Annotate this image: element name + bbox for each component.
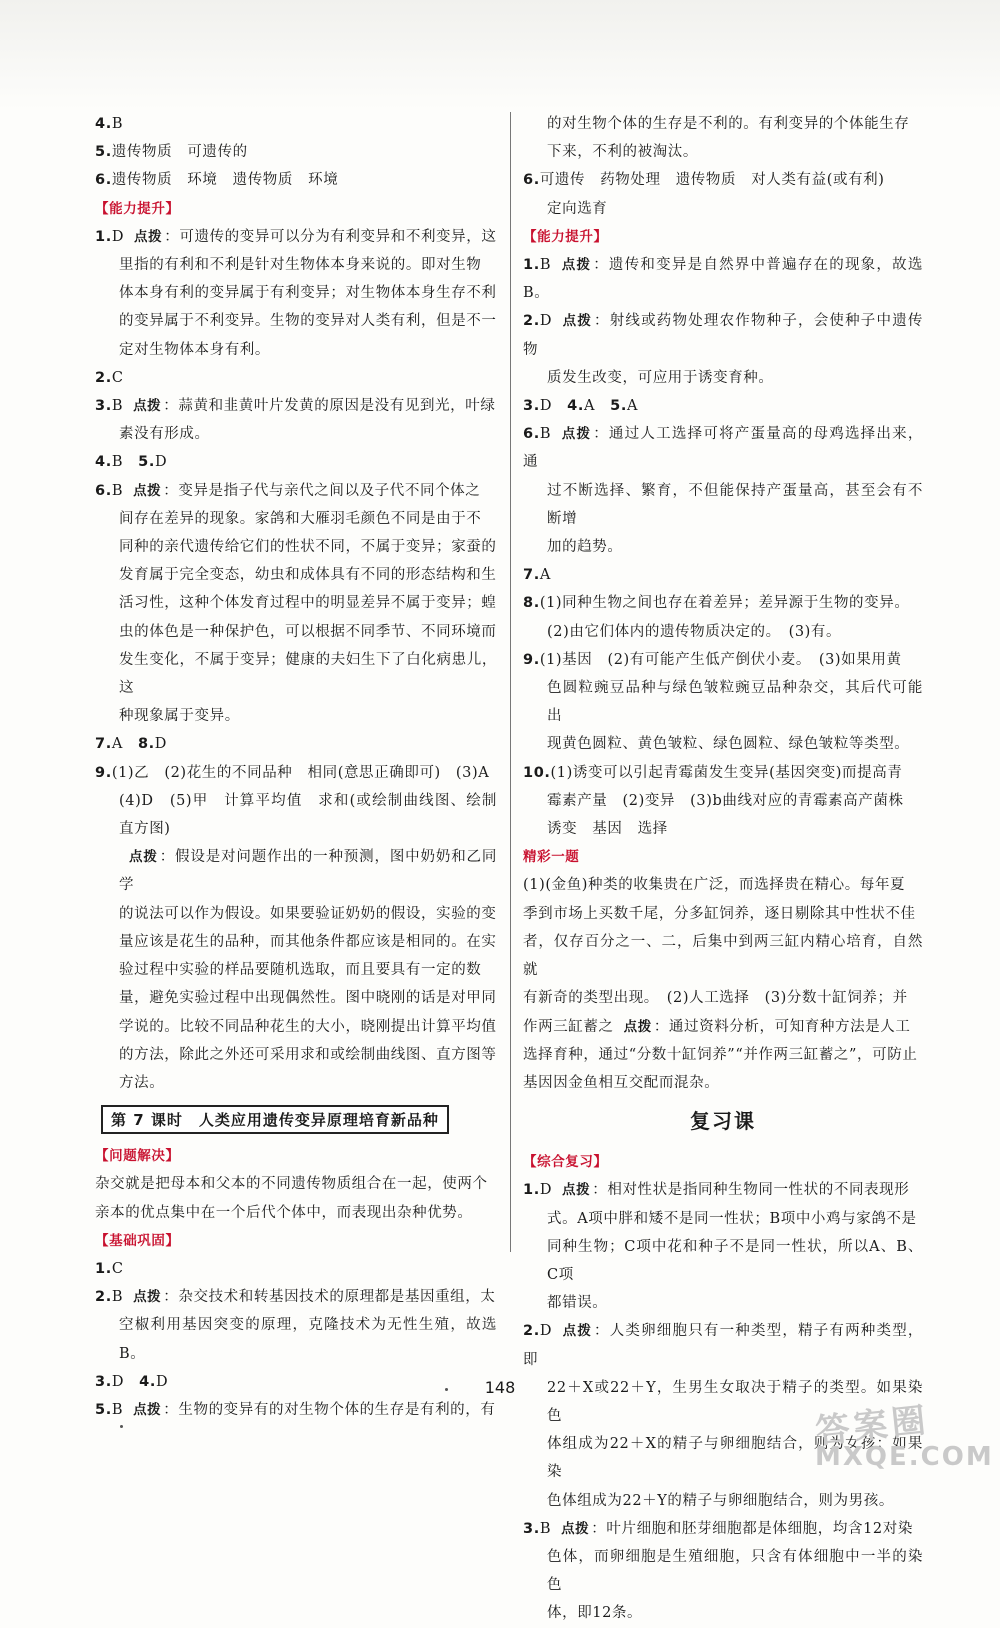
answer-text: (4)D (5)甲 计算平均值 求和(或绘制曲线图、绘制直方图) <box>119 792 497 838</box>
answer-text: 作两三缸蓄之 <box>523 1018 614 1035</box>
answer-text: D <box>111 228 125 245</box>
answer-text: C <box>111 1260 124 1277</box>
hint-text: ：杂交技术和转基因技术的原理都是基因重组，太 <box>163 1289 496 1306</box>
item-number: 3. <box>95 398 112 415</box>
section-tag-label: 【基础巩固】 <box>95 1232 180 1249</box>
answer-text: (1)基因 (2)有可能产生低产倒伏小麦。 (3)如果用黄 <box>539 651 902 668</box>
answer-text: 量应该是花生的品种，而其他条件都应该是相同的。在实 <box>119 933 497 950</box>
answer-text: 学说的。比较不同品种花生的大小，晓刚提出计算平均值 <box>119 1018 497 1035</box>
answer-line <box>523 1041 923 1069</box>
answer-text: A <box>583 398 611 415</box>
answer-line <box>95 166 497 194</box>
answer-text: 加的趋势。 <box>547 539 623 556</box>
page-top-shading <box>0 0 1000 110</box>
answer-line <box>523 138 923 166</box>
answer-text: 体，即12条。 <box>547 1605 643 1622</box>
hint-keyword: 点拨 <box>561 1520 590 1537</box>
answer-line <box>523 1176 923 1204</box>
item-number: 6. <box>95 482 112 499</box>
answer-line <box>95 900 497 928</box>
item-number: 4. <box>139 1373 156 1390</box>
answer-line <box>95 1041 497 1069</box>
answer-line <box>95 279 497 307</box>
answer-line <box>95 223 497 251</box>
item-number: 4. <box>95 454 112 471</box>
answer-line <box>523 1013 923 1041</box>
item-number: 6. <box>523 426 540 443</box>
item-number: 7. <box>95 736 112 753</box>
item-number: 5. <box>95 1401 112 1418</box>
answer-text: B <box>111 454 139 471</box>
answer-text: D <box>539 313 553 330</box>
speck-dot <box>120 1425 123 1428</box>
answer-line <box>95 759 497 787</box>
item-number: 6. <box>523 172 540 189</box>
item-number: 3. <box>523 1520 540 1537</box>
item-number: 7. <box>523 567 540 584</box>
answer-line <box>95 420 497 448</box>
hint-text: ：蒜黄和韭黄叶片发黄的原因是没有见到光，叶绿 <box>163 398 496 415</box>
answer-text: 体本身有利的变异属于有利变异；对生物体本身生存不利 <box>119 285 497 302</box>
answer-text: 间存在差异的现象。家鸽和大雁羽毛颜色不同是由于不 <box>119 510 482 527</box>
answer-text: A <box>539 567 551 584</box>
hint-keyword: 点拨 <box>623 1018 652 1035</box>
answer-line <box>523 166 923 194</box>
watermark-logo-text: 答案圈 <box>813 1400 932 1453</box>
answer-text: 可遗传 药物处理 遗传物质 对人类有益(或有利) <box>539 172 885 189</box>
answer-line <box>95 1199 497 1227</box>
item-number: 9. <box>523 651 540 668</box>
answer-line <box>95 336 497 364</box>
answer-text: B <box>111 482 124 499</box>
answer-text: 色体，而卵细胞是生殖细胞，只含有体细胞中一半的染色 <box>547 1548 923 1594</box>
item-number: 8. <box>523 595 540 612</box>
section-tag <box>95 1227 497 1255</box>
lesson-heading: 第 7 课时 人类应用遗传变异原理培育新品种 <box>101 1105 449 1134</box>
answer-line <box>95 928 497 956</box>
section-tag-label: 精彩一题 <box>523 849 580 866</box>
answer-line <box>523 871 923 899</box>
answer-text: D <box>539 1323 553 1340</box>
answer-line <box>95 787 497 843</box>
answer-line <box>523 477 923 533</box>
hint-text: ：叶片细胞和胚芽细胞都是体细胞，均含12对染 <box>591 1520 913 1537</box>
answer-text: (1)乙 (2)花生的不同品种 相同(意思正确即可) (3)A <box>111 764 490 781</box>
answer-text: (1)同种生物之间也存在着差异；差异源于生物的变异。 <box>539 595 910 612</box>
answer-text: 现黄色圆粒、黄色皱粒、绿色圆粒、绿色皱粒等类型。 <box>547 736 910 753</box>
answer-line <box>95 702 497 730</box>
answer-text: D <box>155 1373 169 1390</box>
answer-line <box>523 618 923 646</box>
item-number: 1. <box>523 257 540 274</box>
answer-text: 验过程中实验的样品要随机选取，而且要具有一定的数 <box>119 962 482 979</box>
answer-text: B <box>539 257 552 274</box>
answer-text: 亲本的优点集中在一个后代个体中，而表现出杂种优势。 <box>95 1204 473 1221</box>
hint-text: ：生物的变异有的对生物个体的生存是有利的，有 <box>163 1401 496 1418</box>
answer-line <box>523 815 923 843</box>
hint-keyword: 点拨 <box>561 426 592 443</box>
column-divider <box>510 112 511 1252</box>
hint-text: ：通过资料分析，可知育种方法是人工 <box>653 1018 911 1035</box>
answer-text: 遗传物质 可遗传的 <box>111 144 248 161</box>
answer-line <box>95 984 497 1012</box>
answer-text: 诱变 基因 选择 <box>547 821 668 838</box>
answer-text: B <box>539 1520 552 1537</box>
answer-line <box>523 392 923 420</box>
answer-line <box>95 1170 497 1198</box>
answer-line <box>95 251 497 279</box>
section-tag <box>95 1142 497 1170</box>
item-number: 2. <box>523 1323 540 1340</box>
section-tag-label: 【能力提升】 <box>95 200 180 217</box>
answer-text: 22＋X或22＋Y，生男生女取决于精子的类型。如果染色 <box>547 1379 923 1424</box>
section-tag-label: 【能力提升】 <box>523 228 608 245</box>
answer-line <box>95 646 497 702</box>
watermark-site: MXQE.COM <box>815 1442 994 1472</box>
answer-text: A <box>111 736 138 753</box>
answer-text: B <box>111 1401 124 1418</box>
answer-line <box>95 1396 497 1424</box>
section-tag <box>523 1148 923 1176</box>
item-number: 2. <box>523 313 540 330</box>
answer-text: 的变异属于不利变异。生物的变异对人类有利，但是不一 <box>119 313 497 330</box>
answer-line <box>523 1599 923 1627</box>
answer-text: 里指的有利和不利是针对生物体本身来说的。即对生物 <box>119 257 482 274</box>
answer-text: B <box>111 116 124 132</box>
answer-line <box>95 505 497 533</box>
answer-line <box>95 307 497 335</box>
answer-text: B <box>111 1289 124 1306</box>
hint-text: ：变异是指子代与亲代之间以及子代不同个体之 <box>163 482 481 499</box>
answer-text: 的说法可以作为假设。如果要验证奶奶的假设，实验的变 <box>119 905 497 922</box>
answer-text: D <box>539 1182 553 1199</box>
answer-text: (2)由它们体内的遗传物质决定的。 (3)有。 <box>547 623 842 640</box>
answer-line <box>523 1543 923 1599</box>
answer-text: D <box>111 1373 140 1390</box>
answer-line <box>95 110 497 138</box>
answer-text: 发育属于完全变态，幼虫和成体具有不同的形态结构和生 <box>119 567 497 584</box>
answer-text: D <box>154 736 168 753</box>
answer-text: C <box>111 369 124 386</box>
item-number: 4. <box>95 116 112 132</box>
answer-text: 种现象属于变异。 <box>119 708 240 725</box>
answer-line <box>523 928 923 984</box>
answer-line <box>95 618 497 646</box>
answer-line <box>95 392 497 420</box>
answer-text: B <box>111 398 124 415</box>
answer-text: 活习性，这种个体发育过程中的明显差异不属于变异；蝗 <box>119 595 497 612</box>
answer-text: 的对生物个体的生存是不利的。有利变异的个体能生存 <box>547 116 910 132</box>
section-title: 复习课 <box>690 1109 756 1134</box>
item-number: 5. <box>610 398 627 415</box>
answer-text: 定对生物体本身有利。 <box>119 341 270 358</box>
speck-dot <box>445 1388 448 1391</box>
answer-text: 虫的体色是一种保护色，可以根据不同季节、不同环境而 <box>119 623 497 640</box>
answer-line <box>95 533 497 561</box>
hint-keyword: 点拨 <box>562 1182 591 1199</box>
item-number: 5. <box>95 144 112 161</box>
answer-line <box>95 1311 497 1367</box>
answer-line <box>523 984 923 1012</box>
answer-text: (1)诱变可以引起青霉菌发生变异(基因突变)而提高青 <box>550 764 903 781</box>
answer-line <box>95 1013 497 1041</box>
answer-text: 基因因金鱼相互交配而混杂。 <box>523 1074 720 1091</box>
answer-text: 素没有形成。 <box>119 426 210 443</box>
answer-text: 有新奇的类型出现。 (2)人工选择 (3)分数十缸饲养；并 <box>523 990 908 1007</box>
answer-line <box>95 364 497 392</box>
answer-line <box>95 1255 497 1283</box>
item-number: 3. <box>95 1373 112 1390</box>
section-tag-label: 【综合复习】 <box>523 1154 608 1171</box>
answer-text: 选择育种，通过“分数十缸饲养”“并作两三缸蓄之”，可防止 <box>523 1046 918 1063</box>
hint-text: ：遗传和变异是自然界中普遍存在的现象，故选B。 <box>523 257 923 302</box>
answer-line <box>95 1283 497 1311</box>
answer-text: (1)(金鱼)种类的收集贵在广泛，而选择贵在精心。每年夏 <box>523 877 906 894</box>
answer-line <box>523 1069 923 1097</box>
hint-keyword: 点拨 <box>129 849 158 866</box>
answer-line <box>523 674 923 730</box>
item-number: 5. <box>138 454 155 471</box>
item-number: 2. <box>95 1289 112 1306</box>
hint-keyword: 点拨 <box>562 1323 593 1340</box>
answer-text: 季到市场上买数千尾，分多缸饲养，逐日剔除其中性状不佳 <box>523 905 916 922</box>
answer-text: 霉素产量 (2)变异 (3)b曲线对应的青霉素高产菌株 <box>547 792 904 809</box>
answer-text: D <box>154 454 168 471</box>
answer-line <box>523 195 923 223</box>
answer-text: 空椒利用基因突变的原理，克隆技术为无性生殖，故选B。 <box>119 1317 497 1362</box>
hint-text: ：人类卵细胞只有一种类型，精子有两种类型，即 <box>523 1323 923 1368</box>
answer-line <box>523 251 923 307</box>
item-number: 4. <box>567 398 584 415</box>
answer-line <box>523 364 923 392</box>
answer-line <box>95 956 497 984</box>
answer-line <box>95 589 497 617</box>
item-number: 1. <box>95 1260 112 1277</box>
section-tag <box>523 223 923 251</box>
answer-line <box>95 138 497 166</box>
hint-text: ：通过人工选择可将产蛋量高的母鸡选择出来，通 <box>523 426 923 471</box>
answer-text: 同种的亲代遗传给它们的性状不同，不属于变异；家蚕的 <box>119 539 497 556</box>
answer-line <box>523 1317 923 1373</box>
item-number: 1. <box>95 228 112 245</box>
item-number: 2. <box>95 369 112 386</box>
answer-line <box>523 730 923 758</box>
item-number: 6. <box>95 172 112 189</box>
answer-text: 方法。 <box>119 1074 165 1091</box>
answer-text: B <box>539 426 552 443</box>
answer-text: D <box>539 398 568 415</box>
answer-text: 下来，不利的被淘汰。 <box>547 144 698 161</box>
answer-line <box>95 448 497 476</box>
answer-line <box>95 477 497 505</box>
answer-line <box>95 843 497 899</box>
item-number: 8. <box>137 736 155 753</box>
answer-text: 都错误。 <box>547 1295 608 1312</box>
answer-line <box>523 759 923 787</box>
answer-line <box>523 1233 923 1289</box>
left-column <box>95 110 497 1424</box>
hint-keyword: 点拨 <box>133 398 162 415</box>
answer-line <box>523 900 923 928</box>
answer-line <box>95 730 497 758</box>
answer-line <box>523 646 923 674</box>
answer-text: 的方法，除此之外还可采用求和或绘制曲线图、直方图等 <box>119 1046 497 1063</box>
hint-keyword: 点拨 <box>561 257 592 274</box>
answer-text: 发生变化，不属于变异；健康的夫妇生下了白化病患儿，这 <box>119 651 497 697</box>
answer-text: 定向选育 <box>547 200 608 217</box>
section-tag-label: 【问题解决】 <box>95 1148 180 1165</box>
item-number: 9. <box>95 764 112 781</box>
hint-keyword: 点拨 <box>134 228 163 245</box>
answer-text: 杂交就是把母本和父本的不同遗传物质组合在一起，使两个 <box>95 1176 488 1193</box>
item-number: 3. <box>523 398 540 415</box>
answer-line <box>523 787 923 815</box>
answer-text: 遗传物质 环境 遗传物质 环境 <box>111 172 339 189</box>
page-number: 148 <box>484 1378 516 1397</box>
answer-line <box>523 1289 923 1317</box>
answer-line <box>523 420 923 476</box>
answer-line <box>95 1069 497 1097</box>
answer-line <box>523 1205 923 1233</box>
answer-text: 色圆粒豌豆品种与绿色皱粒豌豆品种杂交，其后代可能出 <box>547 680 923 725</box>
hint-text: ：相对性状是指同种生物同一性状的不同表现形 <box>592 1182 910 1199</box>
answer-line <box>523 1487 923 1515</box>
answer-text: 同种生物；C项中花和种子不是同一性状，所以A、B、C项 <box>547 1238 923 1283</box>
section-tag <box>95 195 497 223</box>
answer-line <box>523 561 923 589</box>
item-number: 1. <box>523 1182 540 1199</box>
answer-text: 过不断选择、繁育，不但能保持产蛋量高，甚至会有不断增 <box>547 482 923 527</box>
answer-text: 质发生改变，可应用于诱变育种。 <box>547 369 774 386</box>
hint-keyword: 点拨 <box>133 1401 162 1418</box>
answer-line <box>95 561 497 589</box>
hint-text: ：可遗传的变异可以分为有利变异和不利变异，这 <box>164 228 497 245</box>
hint-text: ：假设是对问题作出的一种预测，图中奶奶和乙同学 <box>119 849 497 894</box>
answer-text: 色体组成为22＋Y的精子与卵细胞结合，则为男孩。 <box>547 1492 894 1509</box>
answer-text: 式。A项中胖和矮不是同一性状；B项中小鸡与家鸽不是 <box>547 1210 917 1227</box>
answer-text: 量，避免实验过程中出现偶然性。图中晓刚的话是对甲同 <box>119 990 497 1007</box>
hint-text: ：射线或药物处理农作物种子，会使种子中遗传物 <box>523 313 923 358</box>
answer-line <box>523 533 923 561</box>
hint-keyword: 点拨 <box>562 313 593 330</box>
answer-text: 者，仅存百分之一、二，后集中到两三缸内精心培育，自然就 <box>523 933 923 979</box>
answer-line <box>523 307 923 363</box>
section-tag <box>523 843 923 871</box>
item-number: 10. <box>523 764 551 781</box>
hint-keyword: 点拨 <box>133 482 162 499</box>
answer-line <box>523 110 923 138</box>
answer-line <box>523 1515 923 1543</box>
answer-text: A <box>626 398 639 415</box>
hint-keyword: 点拨 <box>133 1289 162 1306</box>
watermark-logo <box>813 1395 994 1480</box>
answer-text: 体组成为22＋X的精子与卵细胞结合，则为女孩；如果染 <box>547 1436 923 1481</box>
answer-line <box>523 589 923 617</box>
